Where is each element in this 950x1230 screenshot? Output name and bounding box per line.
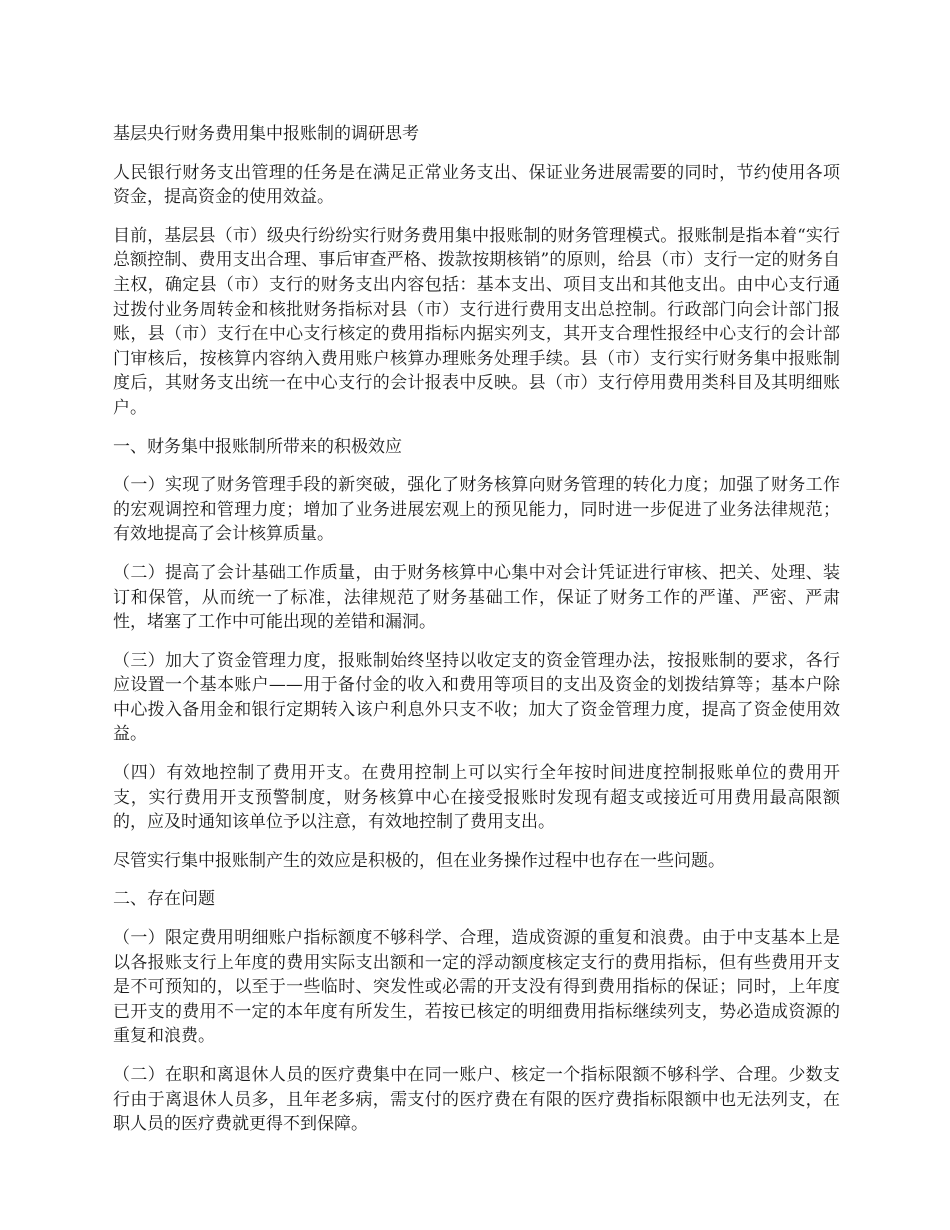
paragraph-effect-2: （二）提高了会计基础工作质量，由于财务核算中心集中对会计凭证进行审核、把关、处理、装订和保管，从而统一了标准，法律规范了财务基础工作，保证了财务工作的严谨、严密、严肃性，堵塞了工作中可能出现的差错和漏洞。 <box>113 562 840 633</box>
paragraph-transition: 尽管实行集中报账制产生的效应是积极的，但在业务操作过程中也存在一些问题。 <box>113 850 725 871</box>
paragraph-effect-3: （三）加大了资金管理力度，报账制始终坚持以收定支的资金管理办法，按报账制的要求，各行应设置一个基本账户——用于备付金的收入和费用等项目的支出及资金的划拨结算等；基本户除中心拨入备用金和银行定期转入该户利息外只支不收；加大了资金管理力度，提高了资金使用效益。 <box>113 650 840 745</box>
paragraph-intro: 人民银行财务支出管理的任务是在满足正常业务支出、保证业务进展需要的同时，节约使用各项资金，提高资金的使用效益。 <box>113 162 840 208</box>
document-title: 基层央行财务费用集中报账制的调研思考 <box>113 124 419 144</box>
paragraph-background: 目前，基层县（市）级央行纷纷实行财务费用集中报账制的财务管理模式。报账制是指本着“实行总额控制、费用支出合理、事后审查严格、拨款按期核销”的原则，给县（市）支行一定的财务自主权，确定县（市）支行的财务支出内容包括：基本支出、项目支出和其他支出。由中心支行通过拨付业务周转金和核批财务指标对县（市）支行进行费用支出总控制。行政部门向会计部门报账，县（市）支行在中心支行核定的费用指标内据实列支，其开支合理性报经中心支行的会计部门审核后，按核算内容纳入费用账户核算办理账务处理手续。县（市）支行实行财务集中报账制度后，其财务支出统一在中心支行的会计报表中反映。县（市）支行停用费用类科目及其明细账户。 <box>113 225 840 418</box>
paragraph-effect-1: （一）实现了财务管理手段的新突破，强化了财务核算向财务管理的转化力度；加强了财务工作的宏观调控和管理力度；增加了业务进展宏观上的预见能力，同时进一步促进了业务法律规范；有效地提高了会计核算质量。 <box>113 475 840 545</box>
paragraph-effect-4: （四）有效地控制了费用开支。在费用控制上可以实行全年按时间进度控制报账单位的费用开支，实行费用开支预警制度，财务核算中心在接受报账时发现有超支或接近可用费用最高限额的，应及时通知该单位予以注意，有效地控制了费用支出。 <box>113 763 840 833</box>
document-page <box>113 122 840 1151</box>
paragraph-problem-2: （二）在职和离退休人员的医疗费集中在同一账户、核定一个指标限额不够科学、合理。少数支行由于离退休人员多，且年老多病，需支付的医疗费在有限的医疗费指标限额中也无法列支，在职人员的医疗费就更得不到保障。 <box>113 1065 840 1135</box>
section-heading-positive-effects: 一、财务集中报账制所带来的积极效应 <box>113 436 402 457</box>
paragraph-problem-1: （一）限定费用明细账户指标额度不够科学、合理，造成资源的重复和浪费。由于中支基本上是以各报账支行上年度的费用实际支出额和一定的浮动额度核定支行的费用指标，但有些费用开支是不可预知的，以至于一些临时、突发性或必需的开支没有得到费用指标的保证；同时，上年度已开支的费用不一定的本年度有所发生，若按已核定的明细费用指标继续列支，势必造成资源的重复和浪费。 <box>113 928 840 1047</box>
section-heading-problems: 二、存在问题 <box>113 889 215 910</box>
